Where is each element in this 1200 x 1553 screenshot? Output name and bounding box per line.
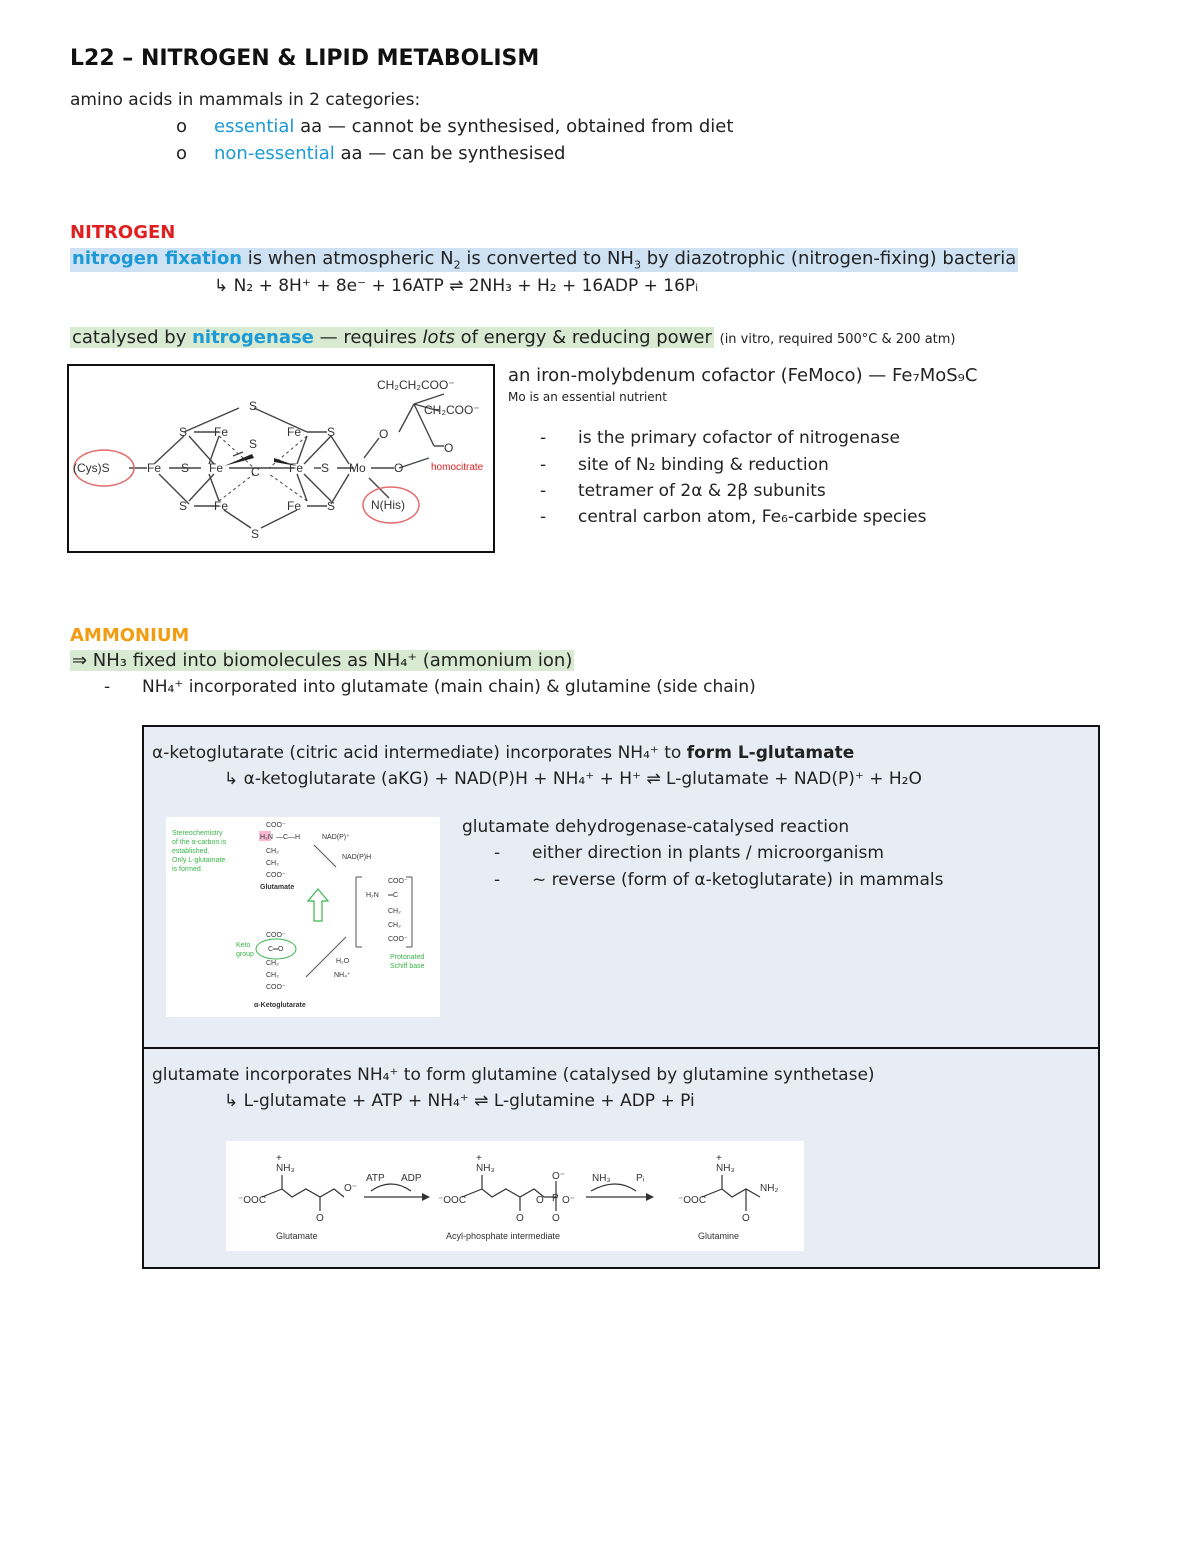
svg-text:O: O bbox=[516, 1213, 524, 1224]
svg-text:is formed.: is formed. bbox=[172, 866, 203, 873]
text: is converted to NH bbox=[460, 248, 634, 269]
svg-text:═C: ═C bbox=[388, 892, 399, 899]
svg-text:⁻OOC: ⁻OOC bbox=[438, 1195, 467, 1206]
svg-text:of the α-carbon is: of the α-carbon is bbox=[172, 839, 227, 846]
text: is the primary cofactor of nitrogenase bbox=[578, 428, 900, 448]
ammonium-line-2: - NH₄⁺ incorporated into glutamate (main chain) & glutamine (side chain) bbox=[104, 677, 756, 697]
cofactor-point: - central carbon atom, Fe₆-carbide species bbox=[540, 507, 927, 527]
term-nitrogen-fixation: nitrogen fixation bbox=[72, 248, 243, 269]
svg-text:O: O bbox=[552, 1213, 560, 1224]
svg-text:O: O bbox=[742, 1213, 750, 1224]
svg-text:CH₂: CH₂ bbox=[388, 908, 401, 915]
panel1-side-title: glutamate dehydrogenase-catalysed reaction bbox=[462, 817, 850, 837]
svg-text:O⁻: O⁻ bbox=[344, 1183, 358, 1194]
bullet: o bbox=[176, 143, 188, 164]
svg-text:NH₃: NH₃ bbox=[276, 1163, 295, 1174]
label-akg: α-Ketoglutarate bbox=[254, 1002, 306, 1009]
text: — requires bbox=[313, 327, 423, 348]
term-essential: essential bbox=[214, 116, 295, 137]
atom-fe: Fe bbox=[214, 499, 229, 513]
svg-text:O⁻: O⁻ bbox=[552, 1171, 566, 1182]
atom-o: O bbox=[394, 461, 404, 475]
svg-text:NH₃: NH₃ bbox=[476, 1163, 495, 1174]
svg-text:H₃N: H₃N bbox=[260, 834, 273, 841]
text: α-ketoglutarate (citric acid intermediate) incorporates NH₄⁺ to bbox=[152, 743, 687, 763]
panel-glutamate-formation bbox=[142, 725, 1100, 1051]
atom-c: C bbox=[251, 465, 260, 479]
svg-text:COO⁻: COO⁻ bbox=[266, 822, 286, 829]
cofactor-title: an iron-molybdenum cofactor (FeMoco) — Fe₇MoS₉C bbox=[508, 365, 978, 386]
atom-fe: Fe bbox=[209, 461, 224, 475]
svg-text:C═O: C═O bbox=[268, 946, 284, 953]
svg-text:CH₂: CH₂ bbox=[388, 922, 401, 929]
label-glutamate: Glutamate bbox=[260, 884, 295, 891]
svg-text:CH₂: CH₂ bbox=[266, 972, 279, 979]
bullet: o bbox=[176, 116, 188, 137]
svg-text:Only L-glutamate: Only L-glutamate bbox=[172, 857, 226, 864]
svg-text:COO⁻: COO⁻ bbox=[266, 932, 286, 939]
atom-s: S bbox=[181, 461, 190, 475]
atom-o: O bbox=[444, 441, 454, 455]
svg-text:Stereochemistry: Stereochemistry bbox=[172, 830, 223, 837]
label-glutamine: Glutamine bbox=[698, 1231, 740, 1241]
glutamine-synthetase-diagram bbox=[226, 1141, 804, 1251]
label-atp: ATP bbox=[366, 1173, 385, 1184]
text-italic: lots bbox=[422, 327, 455, 348]
text: aa — cannot be synthesised, obtained from diet bbox=[294, 116, 734, 137]
atom-mo: Mo bbox=[349, 461, 366, 475]
atom-o: O bbox=[379, 427, 389, 441]
ammonium-line-1: ⇒ NH₃ fixed into biomolecules as NH₄⁺ (ammonium ion) bbox=[72, 650, 573, 671]
glutamine-synthetase-figure bbox=[226, 1141, 804, 1251]
panel1-equation: ↳ α-ketoglutarate (aKG) + NAD(P)H + NH₄⁺ + H⁺ ⇌ L-glutamate + NAD(P)⁺ + H₂O bbox=[224, 769, 922, 789]
cofactor-note: Mo is an essential nutrient bbox=[508, 390, 667, 404]
atom-fe: Fe bbox=[287, 425, 302, 439]
svg-text:COO⁻: COO⁻ bbox=[388, 936, 408, 943]
fixation-equation: ↳ N₂ + 8H⁺ + 8e⁻ + 16ATP ⇌ 2NH₃ + H₂ + 16ADP + 16Pᵢ bbox=[214, 276, 699, 296]
cofactor-point: - site of N₂ binding & reduction bbox=[540, 455, 829, 475]
svg-text:Protonated: Protonated bbox=[390, 954, 425, 961]
atom-s: S bbox=[249, 399, 258, 413]
gdh-reaction-figure bbox=[166, 817, 440, 1017]
label-nadp: NAD(P)⁺ bbox=[322, 834, 350, 841]
panel1-lead bbox=[152, 743, 854, 763]
atom-fe: Fe bbox=[214, 425, 229, 439]
page-title: L22 – NITROGEN & LIPID METABOLISM bbox=[70, 46, 540, 71]
panel1-side-point: - either direction in plants / microorganism bbox=[494, 843, 884, 863]
text: aa — can be synthesised bbox=[334, 143, 566, 164]
panel2-lead: glutamate incorporates NH₄⁺ to form glutamine (catalysed by glutamine synthetase) bbox=[152, 1065, 875, 1085]
label-h2o: H₂O bbox=[336, 958, 350, 965]
label-glutamate: Glutamate bbox=[276, 1231, 318, 1241]
svg-text:COO⁻: COO⁻ bbox=[266, 872, 286, 879]
femoco-structure-diagram bbox=[69, 366, 493, 551]
svg-text:NH₃: NH₃ bbox=[716, 1163, 735, 1174]
intro-lead: amino acids in mammals in 2 categories: bbox=[70, 90, 421, 110]
label-nh4: NH₄⁺ bbox=[334, 972, 351, 979]
svg-text:+: + bbox=[476, 1153, 482, 1164]
gdh-reaction-diagram bbox=[166, 817, 440, 1017]
text: is when atmospheric N bbox=[242, 248, 454, 269]
catalysed-line bbox=[70, 327, 956, 348]
atom-fe: Fe bbox=[287, 499, 302, 513]
atom-fe: Fe bbox=[147, 461, 162, 475]
text: tetramer of 2α & 2β subunits bbox=[578, 481, 826, 501]
atom-s: S bbox=[327, 425, 336, 439]
svg-text:Schiff base: Schiff base bbox=[390, 963, 425, 970]
text: catalysed by bbox=[72, 327, 193, 348]
svg-text:⁻OOC: ⁻OOC bbox=[238, 1195, 267, 1206]
atom-s: S bbox=[327, 499, 336, 513]
label-nadph: NAD(P)H bbox=[342, 854, 372, 861]
svg-text:Keto: Keto bbox=[236, 942, 251, 949]
label-ch2ch2coo: CH₂CH₂COO⁻ bbox=[377, 378, 455, 392]
svg-text:—C—H: —C—H bbox=[276, 834, 301, 841]
atom-s: S bbox=[179, 499, 188, 513]
text: NH₄⁺ incorporated into glutamate (main chain) & glutamine (side chain) bbox=[142, 677, 756, 697]
panel-glutamine-formation bbox=[142, 1047, 1100, 1269]
text-bold: form L-glutamate bbox=[686, 743, 855, 763]
list-item-essential bbox=[176, 116, 733, 137]
label-cys: (Cys)S bbox=[73, 461, 110, 475]
svg-text:CH₂: CH₂ bbox=[266, 848, 279, 855]
term-non-essential: non-essential bbox=[214, 143, 335, 164]
label-homocitrate: homocitrate bbox=[431, 462, 484, 473]
label-pi: Pᵢ bbox=[636, 1173, 645, 1184]
label-his: N(His) bbox=[371, 498, 405, 512]
atom-s: S bbox=[321, 461, 330, 475]
cofactor-point: - is the primary cofactor of nitrogenase bbox=[540, 428, 900, 448]
text: by diazotrophic (nitrogen-fixing) bacteria bbox=[640, 248, 1017, 269]
svg-text:COO⁻: COO⁻ bbox=[388, 878, 408, 885]
svg-text:CH₂: CH₂ bbox=[266, 860, 279, 867]
svg-text:+: + bbox=[716, 1153, 722, 1164]
atom-s: S bbox=[249, 437, 258, 451]
label-acyl-phosphate: Acyl-phosphate intermediate bbox=[446, 1231, 561, 1241]
femoco-figure bbox=[67, 364, 495, 553]
cofactor-point: - tetramer of 2α & 2β subunits bbox=[540, 481, 826, 501]
text: site of N₂ binding & reduction bbox=[578, 455, 829, 475]
svg-text:O⁻: O⁻ bbox=[562, 1195, 576, 1206]
panel2-equation: ↳ L-glutamate + ATP + NH₄⁺ ⇌ L-glutamine + ADP + Pi bbox=[224, 1091, 695, 1111]
panel1-side-point: - ~ reverse (form of α-ketoglutarate) in mammals bbox=[494, 870, 944, 890]
label-ch2coo: CH₂COO⁻ bbox=[424, 403, 480, 417]
svg-text:NH₂: NH₂ bbox=[760, 1183, 779, 1194]
atom-fe: Fe bbox=[289, 461, 304, 475]
svg-text:group: group bbox=[236, 951, 254, 958]
svg-text:⁻OOC: ⁻OOC bbox=[678, 1195, 707, 1206]
svg-text:+: + bbox=[276, 1153, 282, 1164]
term-nitrogenase: nitrogenase bbox=[192, 327, 314, 348]
section-heading-nitrogen: NITROGEN bbox=[70, 222, 176, 243]
svg-text:O: O bbox=[316, 1213, 324, 1224]
nitrogen-fixation-line: nitrogen fixation is when atmospheric $N_2$ is converted to $NH_3$ by diazotrophic (nitrogen-fixing) bacteria bbox=[72, 248, 1017, 272]
text: central carbon atom, Fe₆-carbide species bbox=[578, 507, 927, 527]
svg-text:COO⁻: COO⁻ bbox=[266, 984, 286, 991]
atom-s: S bbox=[251, 527, 260, 541]
catalysed-note: (in vitro, required 500°C & 200 atm) bbox=[719, 332, 956, 347]
svg-text:O: O bbox=[536, 1195, 544, 1206]
label-nh3: NH₃ bbox=[592, 1173, 611, 1184]
section-heading-ammonium: AMMONIUM bbox=[70, 625, 190, 646]
svg-text:CH₂: CH₂ bbox=[266, 960, 279, 967]
svg-text:established.: established. bbox=[172, 848, 210, 855]
svg-text:H₂N: H₂N bbox=[366, 892, 379, 899]
atom-s: S bbox=[179, 425, 188, 439]
text: either direction in plants / microorganism bbox=[532, 843, 884, 863]
text: of energy & reducing power bbox=[454, 327, 712, 348]
text: ~ reverse (form of α-ketoglutarate) in mammals bbox=[532, 870, 944, 890]
label-adp: ADP bbox=[401, 1173, 422, 1184]
list-item-non-essential bbox=[176, 143, 565, 164]
svg-text:P: P bbox=[552, 1193, 559, 1204]
